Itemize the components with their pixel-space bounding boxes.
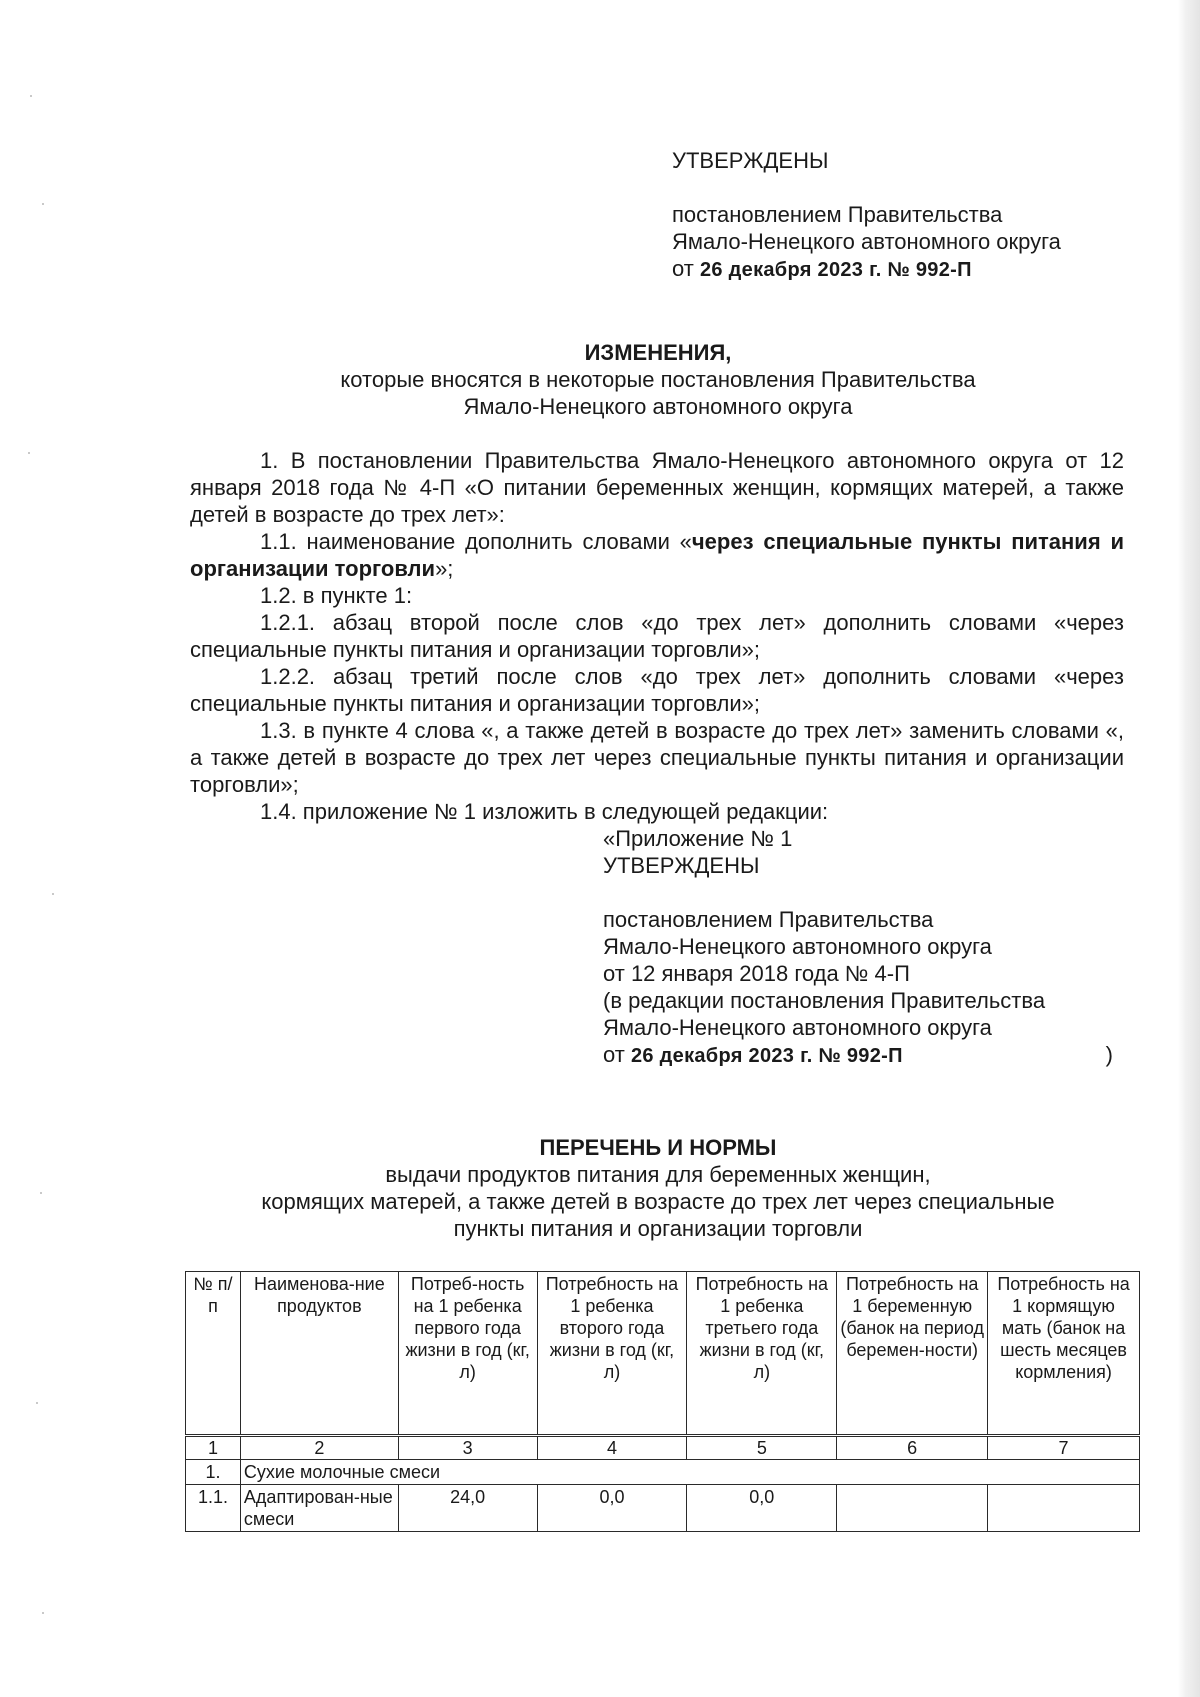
scan-speck <box>40 1192 42 1194</box>
paragraph-1-2: 1.2. в пункте 1: <box>260 583 413 608</box>
approval-line-1: постановлением Правительства <box>672 202 1003 227</box>
column-number-cell: 4 <box>537 1436 687 1460</box>
appendix-close-paren: ) <box>1105 1042 1113 1067</box>
paragraph-1-3: 1.3. в пункте 4 слова «, а также детей в возрасте до трех лет» заменить словами «, а также детей в возрасте до трех лет через специальные пункты питания и организации торговли»; <box>190 718 1124 797</box>
table-header-cell: № п/п <box>186 1272 241 1436</box>
paragraph-1-1 <box>190 528 1124 582</box>
column-number-cell: 1 <box>186 1436 241 1460</box>
scan-speck <box>30 95 32 97</box>
appendix-line-2: Ямало-Ненецкого автономного округа <box>603 934 992 959</box>
appendix-label: «Приложение № 1 <box>603 826 793 851</box>
appendix-line-4: (в редакции постановления Правительства <box>603 988 1046 1013</box>
title-sub-1: которые вносятся в некоторые постановления Правительства <box>340 367 976 392</box>
table-header-cell: Потребность на 1 беременную (банок на период беремен-ности) <box>837 1272 988 1436</box>
paragraph-1-2-1: 1.2.1. абзац второй после слов «до трех лет» дополнить словами «через специальные пункты питания и организации торговли»; <box>190 610 1124 662</box>
column-number-cell: 3 <box>398 1436 537 1460</box>
table-header-cell: Потребность на 1 кормящую мать (банок на шесть месяцев кормления) <box>988 1272 1140 1436</box>
appendix-block <box>603 825 1113 1070</box>
section-number: 1. <box>186 1460 241 1485</box>
scan-speck <box>42 203 44 205</box>
section-name: Сухие молочные смеси <box>240 1460 1139 1485</box>
column-number-cell: 5 <box>687 1436 837 1460</box>
paragraph-1-1-lead: 1.1. наименование дополнить словами « <box>260 529 692 554</box>
scan-speck <box>28 452 30 454</box>
table-column-numbers-row <box>186 1436 1140 1460</box>
title-sub-2: Ямало-Ненецкого автономного округа <box>463 394 853 419</box>
norms-table <box>185 1271 1140 1532</box>
row-value-col6 <box>837 1485 988 1532</box>
appendix-date-prefix: от <box>603 1042 625 1067</box>
list-title-main: ПЕРЕЧЕНЬ И НОРМЫ <box>539 1135 777 1160</box>
row-number: 1.1. <box>186 1485 241 1532</box>
approval-date <box>672 255 1061 284</box>
list-title-sub-1: выдачи продуктов питания для беременных женщин, <box>385 1162 931 1187</box>
row-value-col7 <box>988 1485 1140 1532</box>
document-title <box>190 339 1126 420</box>
paragraph-1-1-bold: через специальные пункты питания и организации торговли <box>190 529 1124 581</box>
list-title <box>190 1134 1126 1242</box>
list-title-sub-2: кормящих матерей, а также детей в возрасте до трех лет через специальные <box>261 1189 1055 1214</box>
row-value-col4: 0,0 <box>537 1485 687 1532</box>
paragraph-1-4: 1.4. приложение № 1 изложить в следующей редакции: <box>260 799 829 824</box>
row-value-col5: 0,0 <box>687 1485 837 1532</box>
paragraph-1-1-tail: »; <box>435 556 454 581</box>
table-section-row <box>186 1460 1140 1485</box>
appendix-line-3: от 12 января 2018 года № 4-П <box>603 961 910 986</box>
title-main: ИЗМЕНЕНИЯ, <box>584 340 732 365</box>
list-title-sub-3: пункты питания и организации торговли <box>453 1216 863 1241</box>
approval-heading: УТВЕРЖДЕНЫ <box>672 148 829 173</box>
scan-speck <box>52 893 54 895</box>
appendix-date-value: 26 декабря 2023 г. № 992-П <box>630 1045 903 1067</box>
table-header-cell: Наименова-ние продуктов <box>240 1272 398 1436</box>
approval-line-2: Ямало-Ненецкого автономного округа <box>672 229 1061 254</box>
appendix-heading: УТВЕРЖДЕНЫ <box>603 853 760 878</box>
column-number-cell: 6 <box>837 1436 988 1460</box>
scan-speck <box>36 1402 38 1404</box>
appendix-date <box>603 1041 1113 1070</box>
scan-speck <box>42 1612 44 1614</box>
row-value-col3: 24,0 <box>398 1485 537 1532</box>
approval-date-prefix: от <box>672 256 694 281</box>
row-product-name: Адаптирован-ные смеси <box>240 1485 398 1532</box>
paragraph-1: 1. В постановлении Правительства Ямало-Ненецкого автономного округа от 12 января 2018 года № 4-П «О питании беременных женщин, кормящих матерей, а также детей в возрасте до трех лет»: <box>190 448 1124 527</box>
column-number-cell: 7 <box>988 1436 1140 1460</box>
approval-date-value: 26 декабря 2023 г. № 992-П <box>699 259 972 281</box>
paragraph-1-2-2: 1.2.2. абзац третий после слов «до трех лет» дополнить словами «через специальные пункты питания и организации торговли»; <box>190 664 1124 716</box>
column-number-cell: 2 <box>240 1436 398 1460</box>
table-row <box>186 1485 1140 1532</box>
table-header-cell: Потребность на 1 ребенка третьего года жизни в год (кг, л) <box>687 1272 837 1436</box>
approval-block <box>672 147 1061 284</box>
table-header-cell: Потребность на 1 ребенка второго года жизни в год (кг, л) <box>537 1272 687 1436</box>
page-edge-shadow <box>1178 0 1200 1697</box>
appendix-line-5: Ямало-Ненецкого автономного округа <box>603 1015 992 1040</box>
appendix-line-1: постановлением Правительства <box>603 907 934 932</box>
table-header-row <box>186 1272 1140 1436</box>
table-header-cell: Потреб-ность на 1 ребенка первого года жизни в год (кг, л) <box>398 1272 537 1436</box>
